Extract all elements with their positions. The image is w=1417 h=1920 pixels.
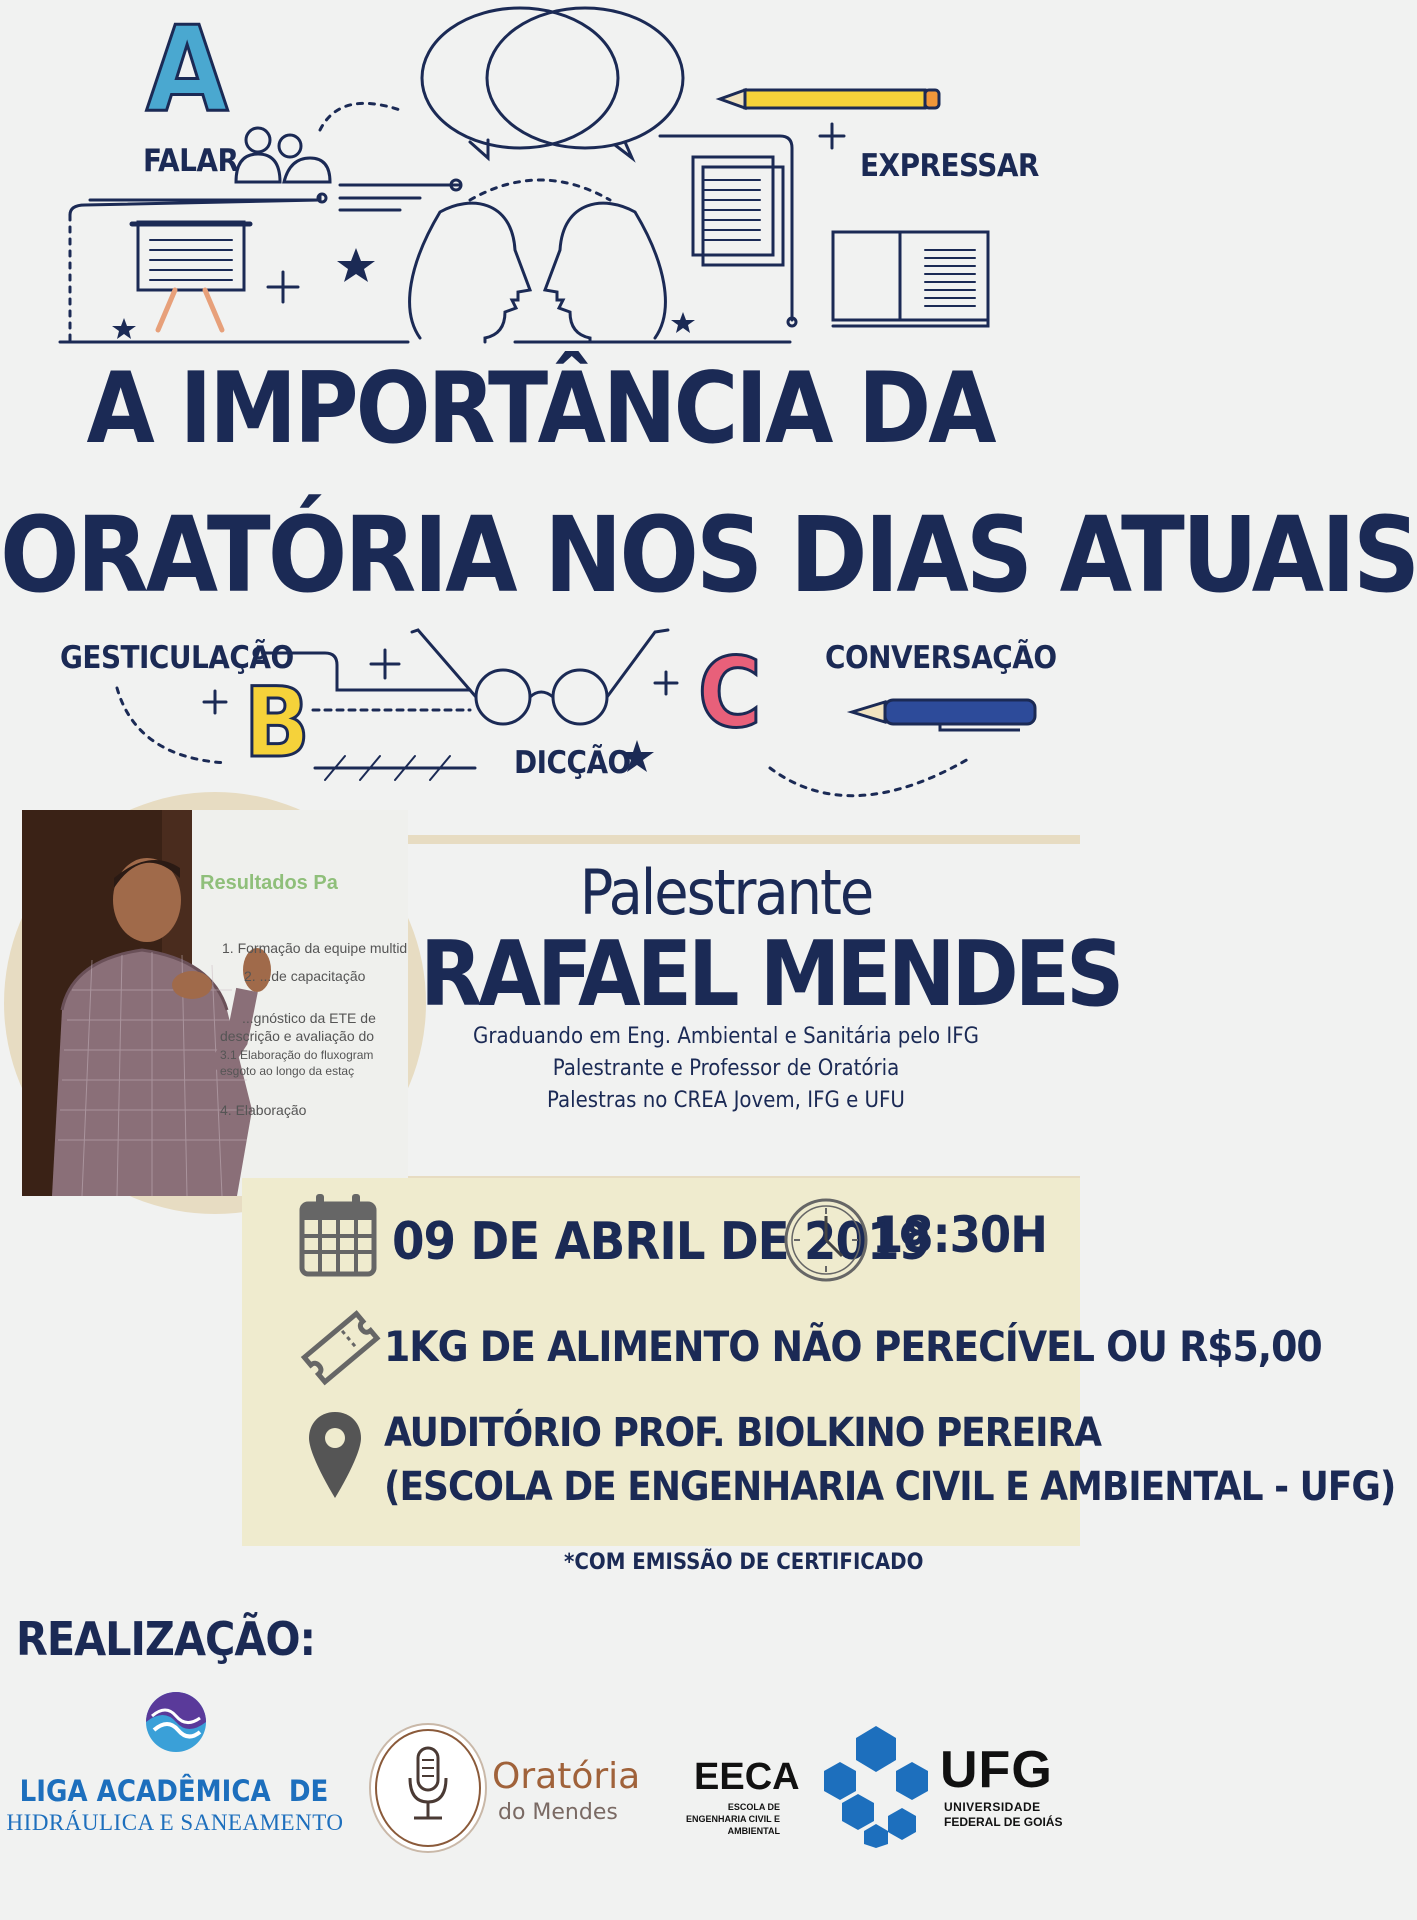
label-expressar: EXPRESSAR <box>860 148 1039 184</box>
speaker-photo <box>22 810 408 1196</box>
event-location-line-2: (ESCOLA DE ENGENHARIA CIVIL E AMBIENTAL - UFG) <box>384 1464 1396 1510</box>
ufg-hexagons-icon <box>818 1724 934 1848</box>
event-date: 09 DE ABRIL DE 2019 <box>392 1212 931 1272</box>
calendar-icon <box>298 1192 378 1278</box>
event-price: 1KG DE ALIMENTO NÃO PERECÍVEL OU R$5,00 <box>384 1322 1322 1371</box>
slide-line: descrição e avaliação do <box>220 1028 375 1044</box>
slide-line: 4. Elaboração <box>220 1102 307 1118</box>
letter-a: A <box>146 0 229 138</box>
speaker-role: Palestrante <box>579 856 873 929</box>
head-right-icon <box>545 203 665 342</box>
realizacao-heading: REALIZAÇÃO: <box>16 1612 316 1666</box>
label-falar: FALAR <box>143 143 239 179</box>
location-pin-icon <box>307 1410 363 1500</box>
speech-bubble-left-icon <box>422 8 618 148</box>
oratoria-name: Oratória <box>492 1756 641 1797</box>
event-location-line-1: AUDITÓRIO PROF. BIOLKINO PEREIRA <box>384 1410 1102 1456</box>
letter-b: B <box>244 667 310 779</box>
eeca-subtitle-line: AMBIENTAL <box>727 1826 780 1836</box>
ticket-icon <box>300 1308 380 1386</box>
microphone-logo-icon <box>366 1720 490 1856</box>
title-line-1: A IMPORTÂNCIA DA <box>86 352 994 466</box>
eeca-subtitle-line: ENGENHARIA CIVIL E <box>685 1814 780 1824</box>
slide-line: 1. Formação da equipe multid <box>222 940 408 956</box>
title-line-2: ORATÓRIA NOS DIAS ATUAIS <box>0 494 1417 616</box>
letter-c: C <box>698 637 762 749</box>
glasses-icon <box>476 670 530 724</box>
liga-name-line-2: HIDRÁULICA E SANEAMENTO <box>6 1810 344 1835</box>
eeca-subtitle-line: ESCOLA DE <box>727 1802 780 1812</box>
label-gesticulacao: GESTICULAÇÃO <box>60 640 294 676</box>
slide-line: 3.1 Elaboração do fluxogram <box>220 1048 374 1062</box>
slide-line: esgoto ao longo da estaç <box>220 1064 355 1078</box>
label-conversacao: CONVERSAÇÃO <box>825 640 1057 676</box>
speech-bubble-right-icon <box>487 8 683 148</box>
pen-icon <box>852 700 1035 730</box>
ufg-subtitle-line: FEDERAL DE GOIÁS <box>944 1815 1063 1829</box>
liga-name-line-1: LIGA ACADÊMICA DE <box>19 1774 329 1808</box>
head-left-icon <box>410 203 530 342</box>
slide-line: 2. ...de capacitação <box>244 968 366 984</box>
certificate-note: *COM EMISSÃO DE CERTIFICADO <box>564 1550 924 1575</box>
label-diccao: DICÇÃO <box>514 745 631 781</box>
event-time: 18:30H <box>872 1206 1047 1264</box>
liga-logo-icon <box>144 1690 208 1754</box>
speaker-bio-line: Graduando em Eng. Ambiental e Sanitária pelo IFG <box>473 1024 979 1049</box>
ufg-logo-text: UFG <box>940 1741 1053 1799</box>
speaker-bio-line: Palestrante e Professor de Oratória <box>552 1056 900 1081</box>
ufg-subtitle-line: UNIVERSIDADE <box>944 1800 1041 1814</box>
speaker-bio-line: Palestras no CREA Jovem, IFG e UFU <box>547 1088 905 1113</box>
slide-line: ...gnóstico da ETE de <box>242 1010 376 1026</box>
pencil-icon <box>720 90 939 108</box>
eeca-logo: EECA <box>694 1756 800 1798</box>
oratoria-subname: do Mendes <box>498 1800 618 1825</box>
clock-icon <box>782 1196 870 1284</box>
slide-title: Resultados Pa <box>200 872 338 894</box>
speaker-name: RAFAEL MENDES <box>420 922 1121 1027</box>
